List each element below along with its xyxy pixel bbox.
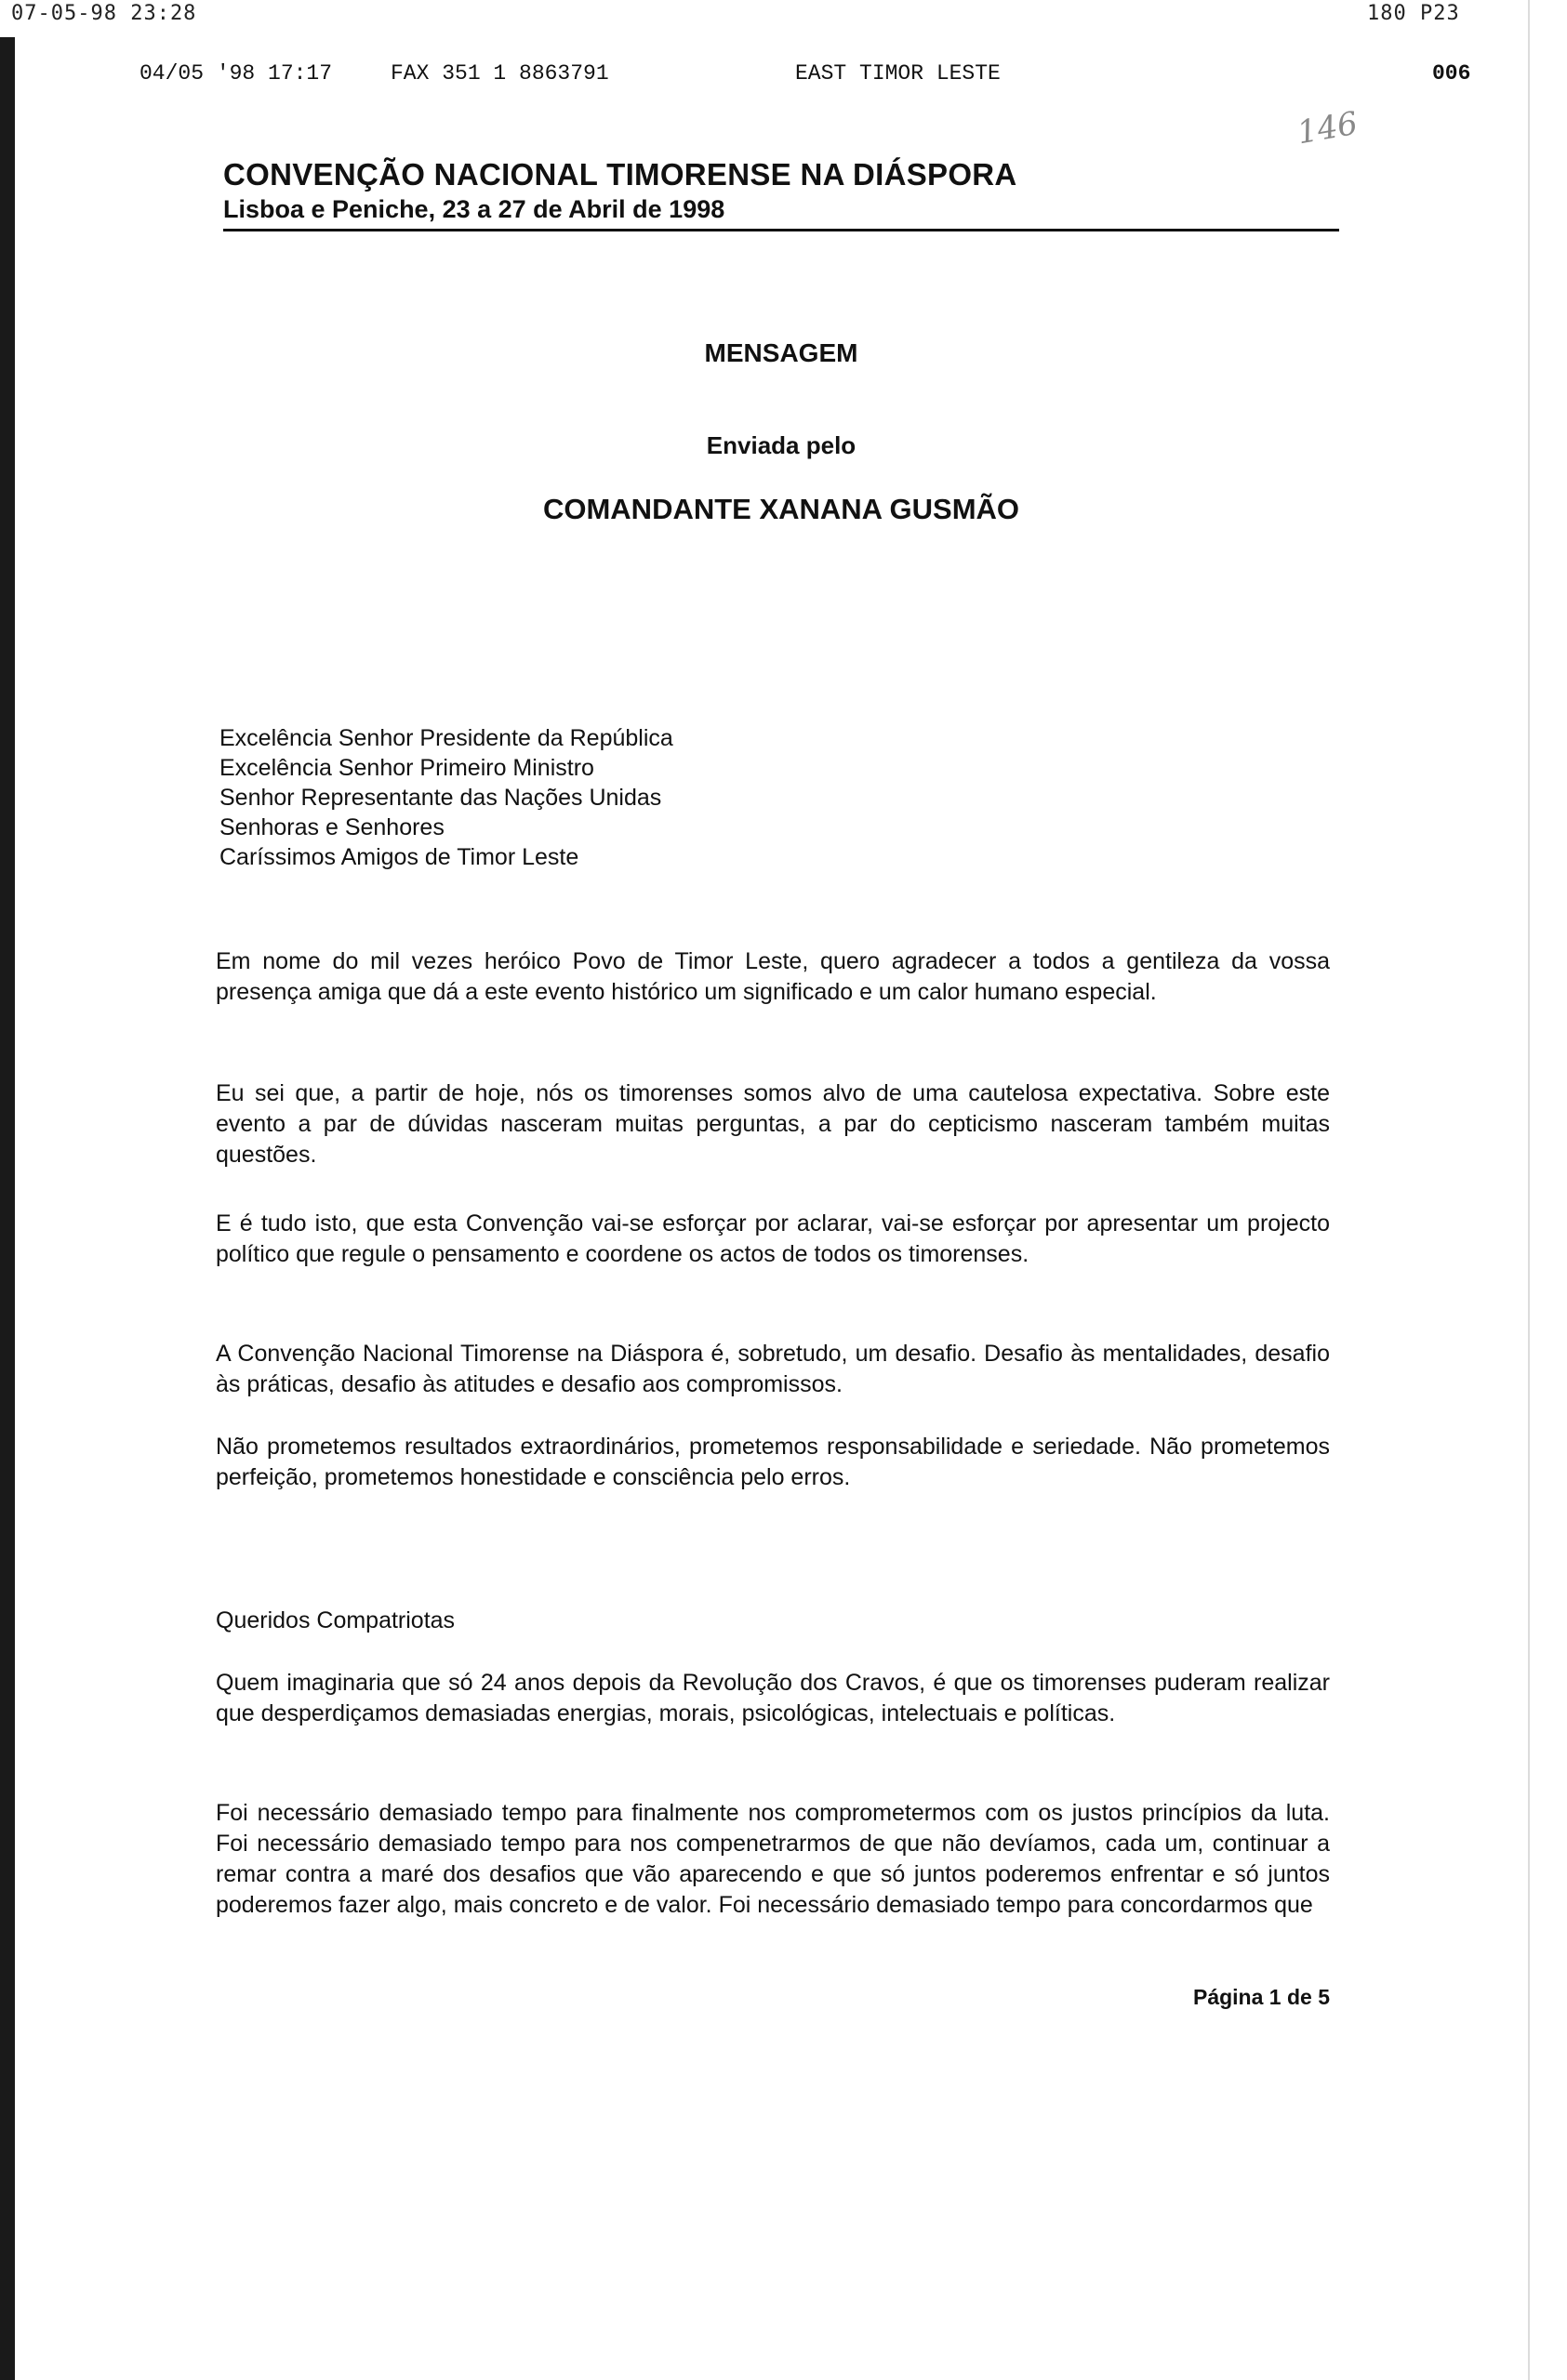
- section-greeting: Queridos Compatriotas: [216, 1607, 456, 1633]
- body-paragraph: Eu sei que, a partir de hoje, nós os timorenses somos alvo de uma cautelosa expectativa. Sobre este evento a par de dúvidas nasceram muitas perguntas, a par do cepticismo nasceram também muitas questões.: [216, 1080, 1330, 1168]
- salutation-line: Senhor Representante das Nações Unidas: [219, 785, 662, 811]
- fax-header-line: [0, 61, 1567, 93]
- fax-header-destination: EAST TIMOR LESTE: [795, 61, 1001, 86]
- fax-header-page: 006: [1432, 61, 1471, 86]
- salutation-line: Excelência Senhor Presidente da República: [219, 725, 673, 751]
- body-paragraph: Foi necessário demasiado tempo para finalmente nos comprometermos com os justos princípios da luta. Foi necessário demasiado tempo para nos compenetrarmos de que não devíamos, cada um, continuar a remar contra a maré dos desafios que vão aparecendo e que só juntos poderemos enfrentar e só juntos poderemos fazer algo, mais concreto e de valor. Foi necessário demasiado tempo para concordarmos que: [216, 1800, 1330, 1918]
- body-paragraph: E é tudo isto, que esta Convenção vai-se esforçar por aclarar, vai-se esforçar por apresentar um projecto político que regule o pensamento e coordene os actos de todos os timorenses.: [216, 1210, 1330, 1267]
- salutations-block: [219, 723, 1335, 872]
- fax-transmission-stamp: [0, 0, 1567, 32]
- scan-edge-left: [0, 37, 15, 2380]
- body-paragraph: Não prometemos resultados extraordinários, prometemos responsabilidade e seriedade. Não prometemos perfeição, prometemos honestidade e consciência pelo erros.: [216, 1434, 1330, 1490]
- fax-code: 180 P23: [1367, 2, 1460, 25]
- body-paragraph: A Convenção Nacional Timorense na Diáspora é, sobretudo, um desafio. Desafio às mentalidades, desafio às práticas, desafio às atitudes e desafio aos compromissos.: [216, 1341, 1330, 1397]
- salutation-line: Senhoras e Senhores: [219, 814, 445, 840]
- fax-timestamp: 07-05-98 23:28: [11, 2, 197, 25]
- message-sent-by: Enviada pelo: [706, 431, 857, 459]
- letterhead-title: CONVENÇÃO NACIONAL TIMORENSE NA DIÁSPORA: [223, 157, 1017, 192]
- body-paragraph: Em nome do mil vezes heróico Povo de Timor Leste, quero agradecer a todos a gentileza da vossa presença amiga que dá a este evento histórico um significado e um calor humano especial.: [216, 948, 1330, 1005]
- fax-header-number: FAX 351 1 8863791: [391, 61, 609, 86]
- body-paragraph: Quem imaginaria que só 24 anos depois da Revolução dos Cravos, é que os timorenses puderam realizar que desperdiçamos demasiadas energias, morais, psicológicas, intelectuais e políticas.: [216, 1670, 1330, 1726]
- letterhead: [223, 156, 1339, 231]
- handwritten-page-mark: 146: [1295, 104, 1361, 152]
- fax-header-date: 04/05 '98 17:17: [139, 61, 333, 86]
- scan-edge-right: [1528, 0, 1530, 2380]
- letterhead-subtitle: Lisboa e Peniche, 23 a 27 de Abril de 1998: [223, 195, 725, 223]
- page-number: Página 1 de 5: [1192, 1985, 1330, 2009]
- message-heading: MENSAGEM: [704, 338, 858, 367]
- salutation-line: Caríssimos Amigos de Timor Leste: [219, 844, 579, 870]
- salutation-line: Excelência Senhor Primeiro Ministro: [219, 755, 594, 781]
- message-author: COMANDANTE XANANA GUSMÃO: [542, 493, 1020, 525]
